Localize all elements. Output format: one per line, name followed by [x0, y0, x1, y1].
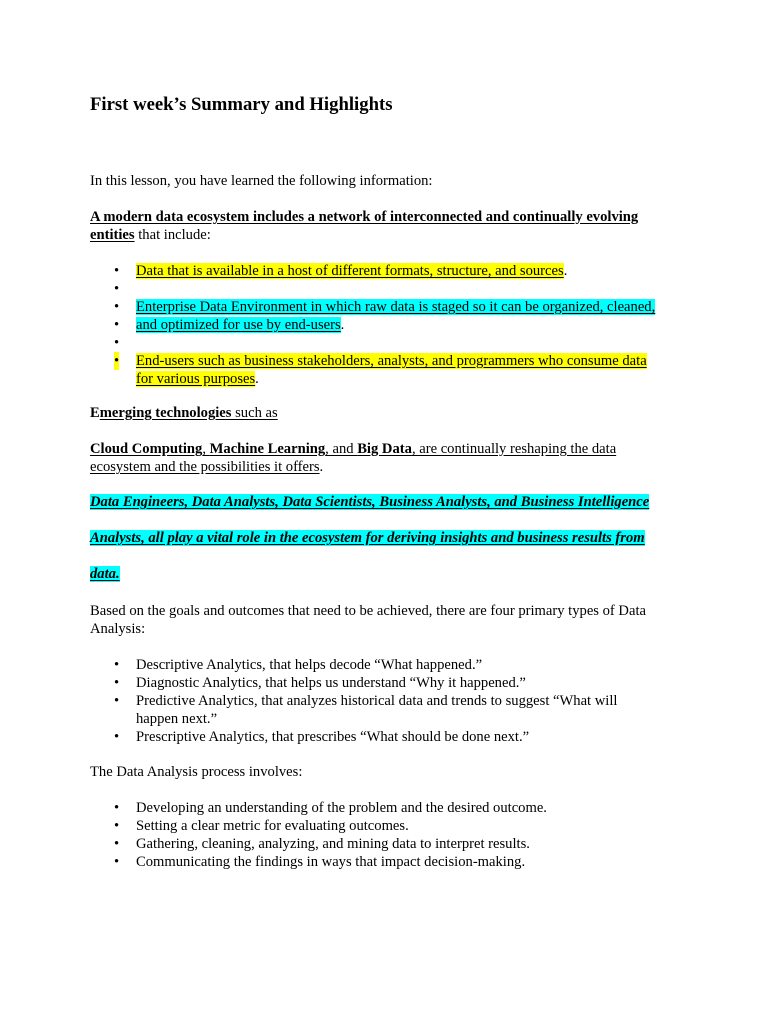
ecosystem-lead-bold: A modern data ecosystem includes a network of interconnected and continually evolving [90, 209, 639, 225]
bullet-icon: • [114, 317, 120, 333]
ecosystem-paragraph [90, 208, 690, 244]
analysis-intro-line1: Based on the goals and outcomes that need to be achieved, there are four primary types of Data [90, 603, 646, 619]
emerging-rest: such as [231, 405, 278, 421]
bullet-icon: • [114, 657, 120, 673]
roles-text-1: Data Engineers, Data Analysts, Data Scientists, Business Analysts, and Business Intelligence [90, 494, 650, 510]
ecosystem-lead-rest: that include: [134, 227, 211, 243]
cloud-computing: Cloud Computing [90, 441, 203, 457]
list-item-text-line2: for various purposes [136, 371, 256, 387]
analysis-intro [90, 602, 690, 638]
bullet-icon: • [114, 836, 120, 852]
list-item-text: Descriptive Analytics, that helps decode “What happened.” [136, 657, 483, 673]
cloud-rest: , are continually reshaping the data [411, 441, 617, 457]
roles-line-1 [90, 493, 690, 511]
bullet-icon: • [114, 675, 120, 691]
list-item-text: Prescriptive Analytics, that prescribes “What should be done next.” [136, 729, 530, 745]
list-item-text: Developing an understanding of the problem and the desired outcome. [136, 800, 547, 816]
cloud-sep-1: , [202, 441, 210, 457]
list-item [90, 817, 690, 835]
bullet-icon: • [114, 299, 120, 315]
list-item [90, 853, 690, 871]
list-item-tail: . [340, 317, 345, 333]
roles-line-2 [90, 529, 690, 547]
list-item-text: Communicating the findings in ways that impact decision-making. [136, 854, 526, 870]
list-item-text: and optimized for use by end-users [136, 317, 341, 333]
list-item [90, 298, 690, 316]
roles-line-3 [90, 565, 690, 583]
analysis-list [90, 656, 690, 746]
ecosystem-list [90, 262, 690, 388]
list-item-text: End-users such as business stakeholders, analysts, and programmers who consume data [136, 353, 647, 369]
roles-text-2: Analysts, all play a vital role in the ecosystem for deriving insights and business results from [90, 530, 645, 546]
analysis-intro-line2: Analysis: [90, 621, 146, 637]
big-data: Big Data [357, 441, 412, 457]
bullet-icon: • [114, 281, 120, 297]
bullet-icon: • [114, 800, 120, 816]
list-item [90, 728, 690, 746]
list-item-text-line2: happen next.” [136, 711, 218, 727]
intro-paragraph: In this lesson, you have learned the following information: [90, 173, 433, 189]
list-item-text: Predictive Analytics, that analyzes historical data and trends to suggest “What will [136, 693, 618, 709]
list-item [90, 280, 690, 298]
bullet-icon: • [114, 818, 120, 834]
list-item-text: Gathering, cleaning, analyzing, and mining data to interpret results. [136, 836, 530, 852]
machine-learning: Machine Learning [209, 441, 326, 457]
bullet-icon: • [114, 854, 120, 870]
list-item [90, 656, 690, 674]
list-item-text: Enterprise Data Environment in which raw data is staged so it can be organized, cleaned, [136, 299, 656, 315]
list-item-text: Data that is available in a host of different formats, structure, and sources [136, 263, 564, 279]
emerging-bold: merging technologies [99, 405, 232, 421]
list-item [90, 799, 690, 817]
roles-text-3: data. [90, 566, 120, 582]
bullet-icon: • [114, 729, 120, 745]
ecosystem-lead-bold-2: entities [90, 227, 135, 243]
cloud-paragraph [90, 440, 690, 476]
list-item [90, 674, 690, 692]
emerging-initial: E [90, 405, 100, 421]
process-list [90, 799, 690, 871]
list-item-tail: . [255, 371, 259, 387]
cloud-sep-2: , and [325, 441, 358, 457]
list-item [90, 835, 690, 853]
bullet-icon: • [114, 693, 120, 709]
list-item-text: Diagnostic Analytics, that helps us understand “Why it happened.” [136, 675, 526, 691]
list-item [90, 692, 690, 728]
cloud-tail: . [319, 459, 324, 475]
list-item-text: Setting a clear metric for evaluating outcomes. [136, 818, 409, 834]
process-intro: The Data Analysis process involves: [90, 764, 303, 780]
bullet-icon: • [114, 263, 120, 279]
emerging-paragraph [90, 404, 690, 422]
bullet-icon: • [114, 353, 120, 369]
page-title: First week’s Summary and Highlights [90, 94, 393, 115]
bullet-icon: • [114, 335, 120, 351]
list-item-tail: . [563, 263, 568, 279]
cloud-line2: ecosystem and the possibilities it offers [90, 459, 320, 475]
list-item [90, 316, 690, 334]
list-item [90, 262, 690, 280]
list-item [90, 352, 690, 388]
list-item [90, 334, 690, 352]
